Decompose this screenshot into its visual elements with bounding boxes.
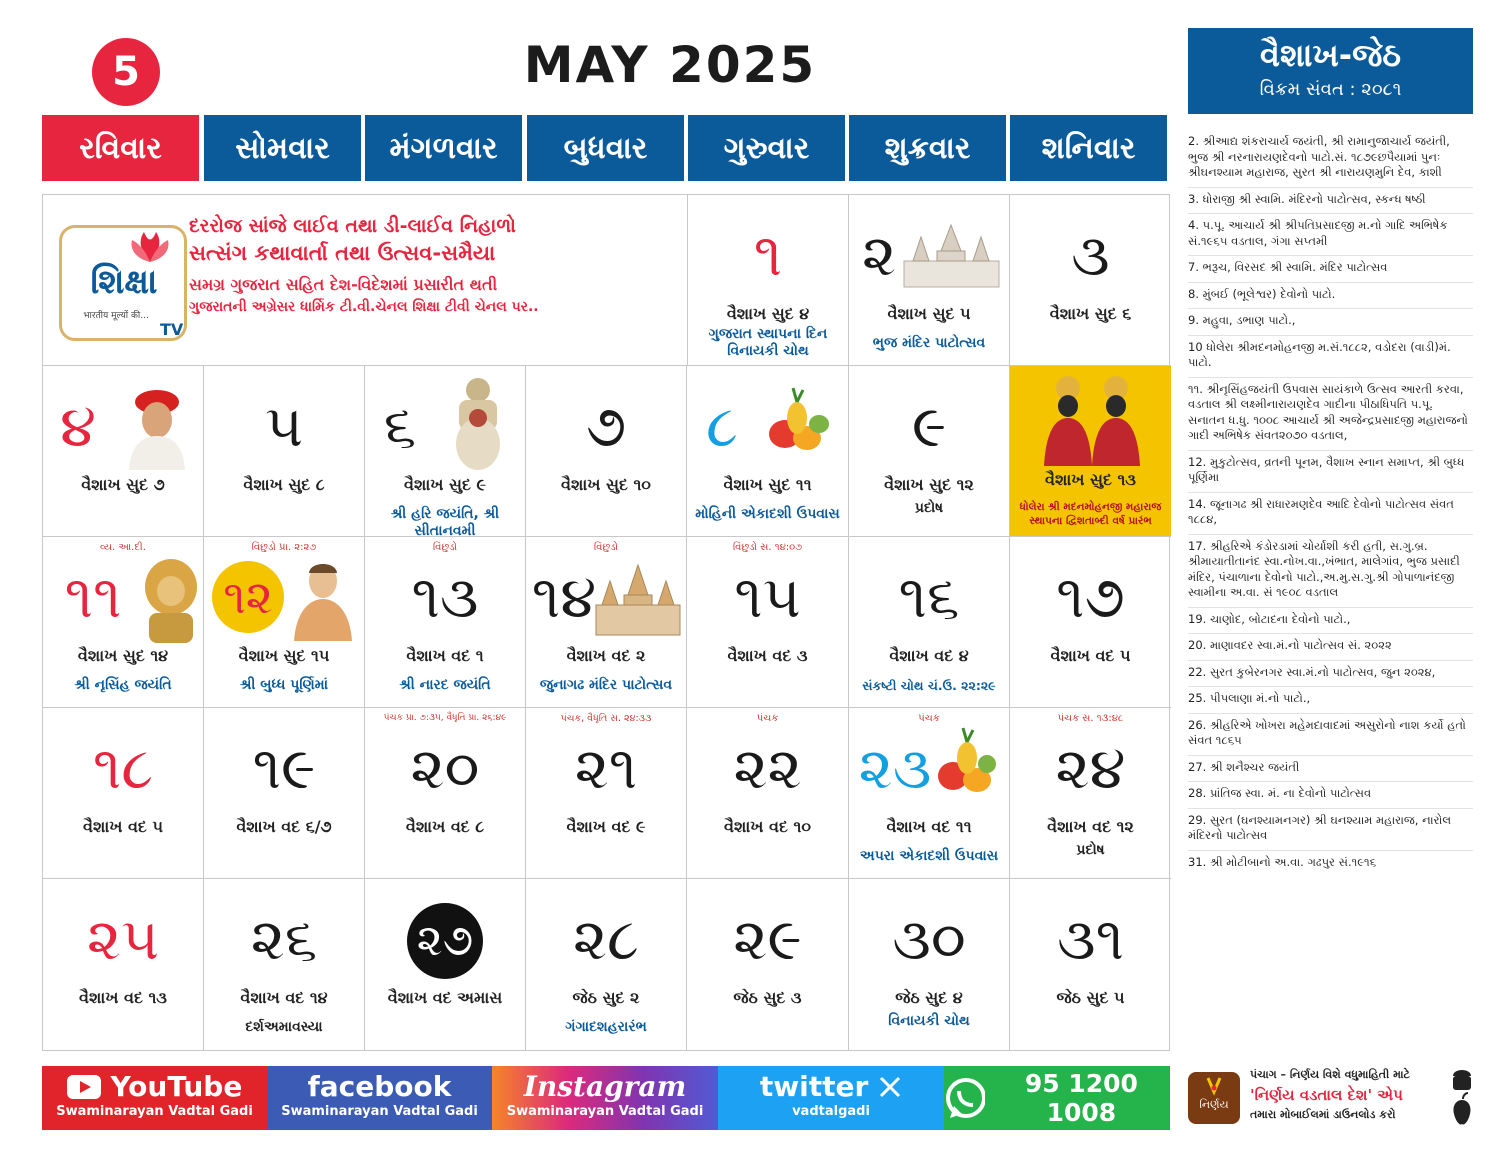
note-item: 2. શ્રીઆદ્ય શંકરાચાર્ય જયંતી, શ્રી રામાનુજાચાર્ય જયંતી, ભુજ શ્રી નરનારાયણદેવનો પાટો.સં. ૧૮૭૯છપૈયામાં પુનઃ શ્રીઘનશ્યામ મહારાજ, સુરત શ્રી નારાયણમુનિ દેવ, કાશી <box>1188 130 1473 188</box>
day-number: ૧૯ <box>252 734 316 802</box>
day-cell-23[interactable] <box>849 708 1010 879</box>
note-item: 17. શ્રીહરિએ કંડોરડામાં ચોર્યાશી કરી હતી, સ.ગુ.બ્ર. શ્રીમાયાતીતાનંદ સ્વા.નોખ.વા.,ખંભાત, માલેગાંવ, ભુજ પ્રસાદી મંદિર, પંચાળાના દેવોનો પાટો.,અ.મુ.સ.ગુ.શ્રી ગોપાળાનંદજી સ્વામીના અ.વા. સં ૧૯૦૮ વડતાલ <box>1188 535 1473 608</box>
day-cell-3[interactable] <box>1010 195 1171 366</box>
logo-tv: TV <box>160 320 184 339</box>
note-item: 28. પ્રાંતિજ સ્વા. મં. ના દેવોનો પાટોત્સવ <box>1188 782 1473 809</box>
day-tithi: વૈશાખ સુદ ૧૦ <box>561 475 651 494</box>
day-cell-14[interactable] <box>526 537 687 708</box>
day-cell-11[interactable] <box>43 537 204 708</box>
day-note: પંચક <box>918 713 940 724</box>
day-number: ૧૭ <box>1056 563 1125 631</box>
day-number: ૨૧ <box>574 734 638 802</box>
day-number-circle <box>365 903 525 979</box>
day-event: વિનાયકી ચોથ <box>888 1013 970 1029</box>
calendar-title: MAY 2025 <box>523 36 817 94</box>
weekday-thursday: ગુરુવાર <box>688 115 845 181</box>
day-tithi: વૈશાખ વદ ૧૦ <box>724 817 811 836</box>
note-item: 14. જૂનાગઢ શ્રી રાધારમણદેવ આદિ દેવોનો પાટોત્સવ સંવત ૧૮૮૪, <box>1188 493 1473 535</box>
note-item: 12. મુકુટોત્સવ, વ્રતની પૂનમ, વૈશાખ સ્નાન સમાપ્ત, શ્રી બુધ્ધ પૂર્ણિમા <box>1188 451 1473 493</box>
day-number: ૨૩ <box>858 734 932 802</box>
note-item: 25. પીપલાણા મં.નો પાટો., <box>1188 687 1473 714</box>
day-number: ૧૪ <box>531 563 597 631</box>
day-note: પંચક <box>756 713 779 724</box>
day-cell-10[interactable] <box>1010 366 1171 537</box>
day-event: સંકષ્ટી ચોથ ચં.ઉ. ૨૨:૨૯ <box>862 678 996 693</box>
note-item: 26. શ્રીહરિએ ખોખરા મહેમદાવાદમાં અસુરોનો નાશ કર્યો હતો સંવત ૧૮૬૫ <box>1188 714 1473 756</box>
android-icon[interactable] <box>1453 1070 1471 1090</box>
day-note: વિંછુડો <box>432 542 458 553</box>
day-cell-2[interactable] <box>849 195 1010 366</box>
note-item: 3. ધોરાજી શ્રી સ્વામિ. મંદિરનો પાટોત્સવ, સ્કન્ધ ષષ્ઠી <box>1188 188 1473 215</box>
day-number: ૨૮ <box>573 905 639 973</box>
day-number: ૫ <box>264 392 304 460</box>
note-item: 7. ભરૂચ, વિરસદ શ્રી સ્વામિ. મંદિર પાટોત્સવ <box>1188 256 1473 283</box>
month-number-badge: 5 <box>92 38 160 106</box>
note-item: 8. મુંબઈ (ભૂલેશ્વર) દેવોનો પાટો. <box>1188 283 1473 310</box>
day-cell-27[interactable] <box>365 879 526 1051</box>
day-cell-5[interactable] <box>204 366 365 537</box>
day-tithi: વૈશાખ વદ ૧ <box>406 646 484 665</box>
day-event: શ્રી નારદ જયંતિ <box>399 677 491 693</box>
instagram-brand: Instagram <box>523 1070 687 1103</box>
day-number: ૧૧ <box>64 563 122 631</box>
day-event: ધોલેરા શ્રી મદનમોહનજી મહારાજ <box>1019 501 1162 513</box>
facebook-brand: facebook <box>307 1070 452 1103</box>
temple-icon <box>899 221 1004 291</box>
vikram-samvat: વિક્રમ સંવત : ૨૦૮૧ <box>1259 79 1402 100</box>
day-event: શ્રી બુધ્ધ પૂર્ણિમાં <box>239 677 329 693</box>
ad-line-3: સમગ્ર ગુજરાત સહિત દેશ-વિદેશમાં પ્રસારીત થતી <box>189 275 498 294</box>
day-tithi: જેઠ સુદ ૨ <box>572 988 640 1007</box>
day-event: પ્રદોષ <box>914 500 944 516</box>
day-event: ગંગાદશહરારંભ <box>565 1019 647 1035</box>
day-number: ૧૮ <box>92 734 154 802</box>
day-cell-7[interactable] <box>526 366 687 537</box>
day-event: જુનાગઢ મંદિર પાટોત્સવ <box>539 677 673 693</box>
day-number: ૬ <box>383 392 417 460</box>
instagram-handle: Swaminarayan Vadtal Gadi <box>506 1104 704 1119</box>
note-item: 9. મહુવા, ડભાણ પાટો., <box>1188 309 1473 336</box>
twitter-label: twitter <box>759 1070 869 1103</box>
youtube-brand <box>42 1072 267 1102</box>
twitter-link[interactable] <box>718 1066 944 1130</box>
day-event: દર્શઅમાવસ્યા <box>245 1019 323 1035</box>
day-event: ભુજ મંદિર પાટોત્સવ <box>872 335 986 351</box>
note-item: 22. સુરત કુબેરનગર સ્વા.મં.નો પાટોત્સવ, જુન ૨૦૨૪, <box>1188 661 1473 688</box>
day-number: ૧૨ <box>212 561 284 633</box>
ad-line-2: સત્સંગ કથાવાર્તા તથા ઉત્સવ-સમૈયા <box>189 241 496 265</box>
ad-line-1: દરરોજ સાંજે લાઈવ તથા ડી-લાઈવ નિહાળો <box>189 215 516 237</box>
whatsapp-number: 95 1200 1008 <box>1024 1069 1138 1127</box>
day-cell-30[interactable] <box>849 879 1010 1051</box>
fruits-icon <box>763 384 833 462</box>
twitter-brand <box>718 1072 944 1102</box>
logo-tagline: भारतीय मूल्यों की... <box>83 311 149 321</box>
day-tithi: વૈશાખ વદ ૫ <box>1050 646 1131 665</box>
twitter-handle: vadtalgadi <box>792 1104 870 1119</box>
youtube-play-icon <box>67 1075 101 1099</box>
month-name-panel <box>1188 28 1473 114</box>
festival-notes-list <box>1188 130 1473 876</box>
calendar-grid <box>42 194 1170 1051</box>
day-cell-18[interactable] <box>43 708 204 879</box>
buddha-icon <box>290 555 356 641</box>
day-cell-6[interactable] <box>365 366 526 537</box>
app-promo-line-3: તમારા મોબાઈલમાં ડાઉનલોડ કરો <box>1250 1108 1396 1121</box>
day-number: ૩૦ <box>892 905 966 973</box>
day-number: ૨૬ <box>250 905 318 973</box>
day-number: ૪ <box>60 392 96 460</box>
day-number: ૧૬ <box>898 563 960 631</box>
day-number: ૩ <box>1071 221 1110 289</box>
shiksha-tv-logo <box>59 225 187 341</box>
day-cell-4[interactable] <box>43 366 204 537</box>
day-number: ૨૪ <box>1055 734 1126 802</box>
whatsapp-link[interactable] <box>944 1066 1170 1130</box>
gujarati-month-title: વૈશાખ-જેઠ <box>1260 36 1401 74</box>
day-tithi: વૈશાખ વદ ૧૪ <box>240 988 328 1007</box>
day-number: ૨૫ <box>86 905 160 973</box>
weekday-tuesday: મંગળવાર <box>365 115 522 181</box>
day-number: ૩૧ <box>1056 905 1125 973</box>
day-note: પંચક, વૈધૃતિ સ. ૨૪:૩૩ <box>560 713 652 724</box>
day-tithi: વૈશાખ સુદ ૧૫ <box>238 646 330 665</box>
youtube-link[interactable] <box>42 1066 267 1130</box>
day-cell-8[interactable] <box>687 366 849 537</box>
shiksha-tv-ad <box>43 195 688 366</box>
lotus-icon <box>130 230 170 264</box>
day-tithi: વૈશાખ વદ ૨ <box>566 646 646 665</box>
day-event: અપરા એકાદશી ઉપવાસ <box>859 848 999 864</box>
day-cell-22[interactable] <box>687 708 849 879</box>
day-cell-26[interactable] <box>204 879 365 1051</box>
day-cell-12[interactable] <box>204 537 365 708</box>
day-event: શ્રી નૃસિંહ જયંતિ <box>74 677 172 693</box>
day-cell-9[interactable] <box>849 366 1010 537</box>
app-store-icons[interactable] <box>1448 1066 1476 1128</box>
apple-icon[interactable] <box>1453 1093 1470 1125</box>
fruits-icon <box>933 724 999 804</box>
day-tithi: વૈશાખ સુદ ૧૪ <box>77 646 169 665</box>
youtube-handle: Swaminarayan Vadtal Gadi <box>56 1104 253 1119</box>
day-tithi: વૈશાખ વદ ૬/૭ <box>236 817 332 836</box>
instagram-link[interactable] <box>492 1066 718 1130</box>
nirnay-app-logo[interactable] <box>1188 1072 1240 1124</box>
day-cell-15[interactable] <box>687 537 849 708</box>
day-tithi: વૈશાખ વદ ૧૩ <box>79 988 167 1007</box>
day-tithi: વૈશાખ સુદ ૭ <box>81 475 165 494</box>
day-number-circle <box>210 561 286 633</box>
day-tithi: વૈશાખ સુદ ૧૨ <box>884 475 974 494</box>
day-event: શ્રી હરિ જયંતિ, શ્રી સીતાનવમી <box>390 506 500 539</box>
day-cell-13[interactable] <box>365 537 526 708</box>
day-cell-28[interactable] <box>526 879 687 1051</box>
app-promo-line-2: 'નિર્ણય વડતાલ દેશ' એપ <box>1250 1086 1403 1104</box>
day-cell-1[interactable] <box>688 195 849 366</box>
day-event: પ્રદોષ <box>1076 842 1105 858</box>
deity-idol-icon <box>445 374 511 474</box>
day-number: ૨૭ <box>407 903 483 979</box>
day-cell-25[interactable] <box>43 879 204 1051</box>
day-event-2: સ્થાપના દ્વિશતાબ્દી વર્ષ પ્રારંભ <box>1029 515 1152 527</box>
day-tithi: વૈશાખ સુદ ૮ <box>243 475 325 494</box>
day-tithi: જેઠ સુદ ૫ <box>1056 988 1125 1007</box>
day-event: મોહિની એકાદશી ઉપવાસ <box>695 506 840 522</box>
day-tithi: વૈશાખ સુદ ૯ <box>404 475 486 494</box>
saint-portrait-icon <box>125 380 189 470</box>
day-tithi: વૈશાખ વદ અમાસ <box>387 988 503 1007</box>
day-tithi: જેઠ સુદ ૪ <box>895 988 963 1007</box>
day-tithi: વૈશાખ વદ ૩ <box>727 646 808 665</box>
day-tithi: વૈશાખ સુદ ૫ <box>887 304 971 323</box>
note-item: 10 ધોલેરા શ્રીમદનમોહનજી મ.સં.૧૮૮૨, વડોદરા (વાડી)મં. પાટો. <box>1188 336 1473 378</box>
note-item: 19. ચાણોદ, બોટાદના દેવોનો પાટો., <box>1188 608 1473 635</box>
day-cell-17[interactable] <box>1010 537 1171 708</box>
day-note: વિંછુડો પ્રા. ૨:૨૭ <box>251 542 317 553</box>
day-note: વિંછુડો <box>593 542 619 553</box>
x-logo-icon <box>878 1075 902 1099</box>
note-item: 20. માણાવદર સ્વા.મં.નો પાટોત્સવ સં. ૨૦૨૨ <box>1188 634 1473 661</box>
day-cell-31[interactable] <box>1010 879 1171 1051</box>
weekday-wednesday: બુધવાર <box>527 115 684 181</box>
day-tithi: વૈશાખ વદ ૧૧ <box>886 817 972 836</box>
day-note: પંચક સ. ૧૩:૪૮ <box>1057 713 1124 724</box>
note-item: 29. સુરત (ઘનશ્યામનગર) શ્રી ઘનશ્યામ મહારાજ, નારોલ મંદિરનો પાટોત્સવ <box>1188 809 1473 851</box>
day-number: ૨૨ <box>733 734 802 802</box>
day-tithi: વૈશાખ સુદ ૧૩ <box>1045 470 1136 489</box>
day-tithi: વૈશાખ વદ ૮ <box>405 817 485 836</box>
weekday-saturday: શનિવાર <box>1010 115 1167 181</box>
app-promo-text <box>1250 1068 1440 1122</box>
weekday-friday: શુક્રવાર <box>849 115 1006 181</box>
day-cell-24[interactable] <box>1010 708 1171 879</box>
day-tithi: વૈશાખ વદ ૯ <box>566 817 646 836</box>
day-event: ગુજરાત સ્થાપના દિન <box>708 326 828 342</box>
day-number: ૧૩ <box>411 563 479 631</box>
day-cell-29[interactable] <box>687 879 849 1051</box>
day-cell-21[interactable] <box>526 708 687 879</box>
day-number: ૧૫ <box>734 563 801 631</box>
day-tithi: વૈશાખ સુદ ૧૧ <box>723 475 812 494</box>
day-number: ૨ <box>861 221 897 289</box>
note-item: 31. શ્રી મોટીબાનો અ.વા. ગઢપુર સં.૧૯૧૬ <box>1188 854 1377 869</box>
note-item: 4. પ.પૂ. આચાર્ય શ્રી શ્રીપતિપ્રસાદજી મ.નો ગાદિ અભિષેક સં.૧૯૬૫ વડતાલ, ગંગા સપ્તમી <box>1188 214 1473 256</box>
day-number: ૯ <box>911 392 947 460</box>
youtube-label: YouTube <box>110 1070 243 1103</box>
narasimha-icon <box>139 553 201 643</box>
day-number: ૮ <box>706 392 738 460</box>
facebook-link[interactable] <box>267 1066 492 1130</box>
day-cell-20[interactable] <box>365 708 526 879</box>
app-promo-line-1: પંચાગ – નિર્ણય વિશે વધુમાહિતી માટે <box>1250 1068 1410 1081</box>
whatsapp-icon <box>944 1076 985 1120</box>
day-note: વ્ય. આ.દી. <box>100 542 146 553</box>
logo-text: શિક્ષા <box>90 262 158 302</box>
weekday-monday: સોમવાર <box>204 115 361 181</box>
day-number: ૨૦ <box>410 734 480 802</box>
day-event-2: વિનાયકી ચોથ <box>727 343 809 359</box>
deity-idols-icon <box>1026 370 1156 466</box>
day-number: ૨૯ <box>733 905 802 973</box>
day-note: વિંછુડો સ. ૧૪:૦૭ <box>732 542 803 553</box>
day-number: ૭ <box>585 392 627 460</box>
day-cell-16[interactable] <box>849 537 1010 708</box>
day-tithi: વૈશાખ વદ ૧૨ <box>1047 817 1134 836</box>
app-logo-text: નિર્ણય <box>1199 1098 1229 1111</box>
temple-icon <box>592 561 684 639</box>
day-tithi: વૈશાખ સુદ ૪ <box>726 304 810 323</box>
facebook-handle: Swaminarayan Vadtal Gadi <box>281 1104 478 1119</box>
day-number: ૧ <box>753 221 783 289</box>
day-tithi: વૈશાખ સુદ ૬ <box>1049 304 1132 323</box>
note-item: 27. શ્રી શનૈશ્ચર જયંતી <box>1188 756 1473 783</box>
day-tithi: વૈશાખ વદ ૪ <box>889 646 969 665</box>
day-tithi: વૈશાખ વદ ૫ <box>83 817 163 836</box>
day-cell-19[interactable] <box>204 708 365 879</box>
weekday-sunday: રવિવાર <box>42 115 199 181</box>
tilak-icon <box>1204 1076 1224 1096</box>
ad-line-4: ગુજરાતની અગ્રેસર ધાર્મિક ટી.વી.ચેનલ શિક્ષા ટીવી ચેનલ પર.. <box>189 299 539 315</box>
day-tithi: જેઠ સુદ ૩ <box>733 988 802 1007</box>
note-item: ૧૧. શ્રીનૃસિંહજયંતી ઉપવાસ સાયંકાળે ઉત્સવ આરતી કરવા, વડતાલ શ્રી લક્ષ્મીનારાયણદેવ ગાદીના પીઠાધિપતિ પ.પૂ. સનાતન ધ.ધુ. ૧૦૦૮ આચાર્ય શ્રી અજેન્દ્રપ્રસાદજી મહારાજનો ગાદી અભિષેક સંવત૨૦૭૦ વડતાલ, <box>1188 378 1473 451</box>
day-note: પંચક પ્રા. ૭:૩૫, વૈધૃતિ પ્રા. ૨૬:૪૯ <box>383 713 507 723</box>
